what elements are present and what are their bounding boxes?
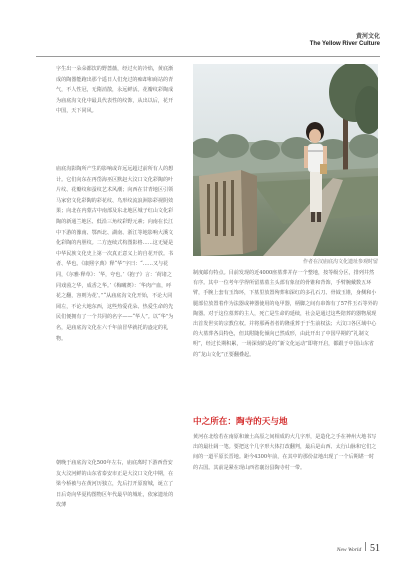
footer-divider [365, 542, 366, 551]
section-title-en: The Yellow River Culture [309, 40, 380, 47]
photo-caption: 作者在汉庙底沟文化遗址参观时留 [302, 259, 378, 265]
photo-author-at-site [193, 64, 378, 256]
page-footer [337, 542, 380, 554]
right-column [193, 268, 379, 360]
page-number: 51 [370, 543, 380, 554]
right-column-lower [193, 432, 379, 473]
right-paragraph-2: 黄河在北绘若在南原和兼土高原之间相成的大几字形，是造化之手在神州大地书写出的最壮阔一笔。要把这个几字形大体打改翻判，最后是山西、太行山脉和它们之间的一道平原长晋地。距今4300年前，在其中的那份盆地出现了一个后期堪一时的古国。其前是紧在现山西省襄汾县陶寺村一带。 [193, 434, 377, 471]
section-title-cn: 黄河文化 [355, 33, 380, 40]
right-paragraph-1: 制度邮有特点。目前发现的近4000座墓葬并存一个整地，按等级分区，排列井然有序。其中一位考年学得所留墓墓主头部有象征的骨锥和背饰，手臂腕戴数五环臂，手腕上套有玉饰环，下墓里放置殉葬和深红的多孔石刀、骨钺玉锥，身侧和小腿部位放置着作为法器或神器使用的龟甲器，柄脚之间有串饰有了57件玉石等外的陶器。对于这位墓葬的主人，死亡是生命的延续，社会是通过这些陪葬的器物展现出首发世实的宗教位权。并将那两者者的隆重葬于于生前权法；大汶口各区域中心的大墓葬各具特色，但其附随化倾向已然成形，由此开出了中国早期的“礼制文明”，经过长期积累，一场深刻的是的“新文化运动”即将开启，都跟于中国山东省的“龙山文化”正要翻叠起。 [193, 270, 378, 358]
magazine-name: New World [336, 547, 362, 553]
running-header [310, 34, 380, 48]
left-paragraph-3: 朝晚于庙底沟文化500年左右，庙底离时下游西营安友大汶河鲜的山东省泰安市正是大汶口文化中期，在梁今桥被与在黄河历独立，先后打开原窗城，诞立了日后奇向华夏构图物区年代最早的城址，依家遗址的玫薄 [56, 460, 174, 509]
left-paragraph-2: 庙底沟影陶所产生的影响或许远远超过前所有人的想计。它们向东在再岱海巫区默赵大汶口文化彩陶的叶片纹、花瓣纹和蚕纹艺术风潮；向西在甘青地区引领马家窑文化彩陶的彩花纹、鸟形纹流浪洲影彩视阴效果；向北在内蒙古中南部及东北地区城子红山文化彩陶的新通兰地区、低沿三角纹彩野元素；向南在长江中下游的豫南、鄂西北、湖南、浙江等地影响大溪文化彩陶的内胆纹。二方连续式构图影格……这无疑是中华民族文化史上第一次真正意义上的自花开放。书者、华也。《康熙字典》释“华”字曰：“……又与花同，《尔雅·释草》：‘华，夸也。’《抱子》言：‘荷诸之同戏茵之华，成香之华。’《梅曦赛》：‘华肉产血，呼花之翻，容则为花’。”“从庙底沟文化开始，不论大同岡左，不论大地东西，这些热爱花朵、热爱生命的先民们便拥有了一个共同的名字——“华人”。以“华”为名，是庙底沟文化在六千年前冒华就托的盎定的礼物。 [56, 166, 174, 342]
header-rule [36, 56, 380, 57]
left-column [56, 64, 174, 509]
photo-illustration [193, 64, 378, 256]
section-heading: 中之所在：陶寺的天与地 [193, 417, 288, 427]
left-paragraph-1: 字生出一朵朵都饮的野蔷薇，经过火的冷焰，黄底渐成的陶器能跑出那个遥日人们充过的痴却和商站的青气，不人性冠，无隋消散，永远鲜活。花瓣纹彩陶成为庙底沟文化中最具代表性的纹饰，从出以后，花开中国，天下同风。 [56, 66, 174, 115]
